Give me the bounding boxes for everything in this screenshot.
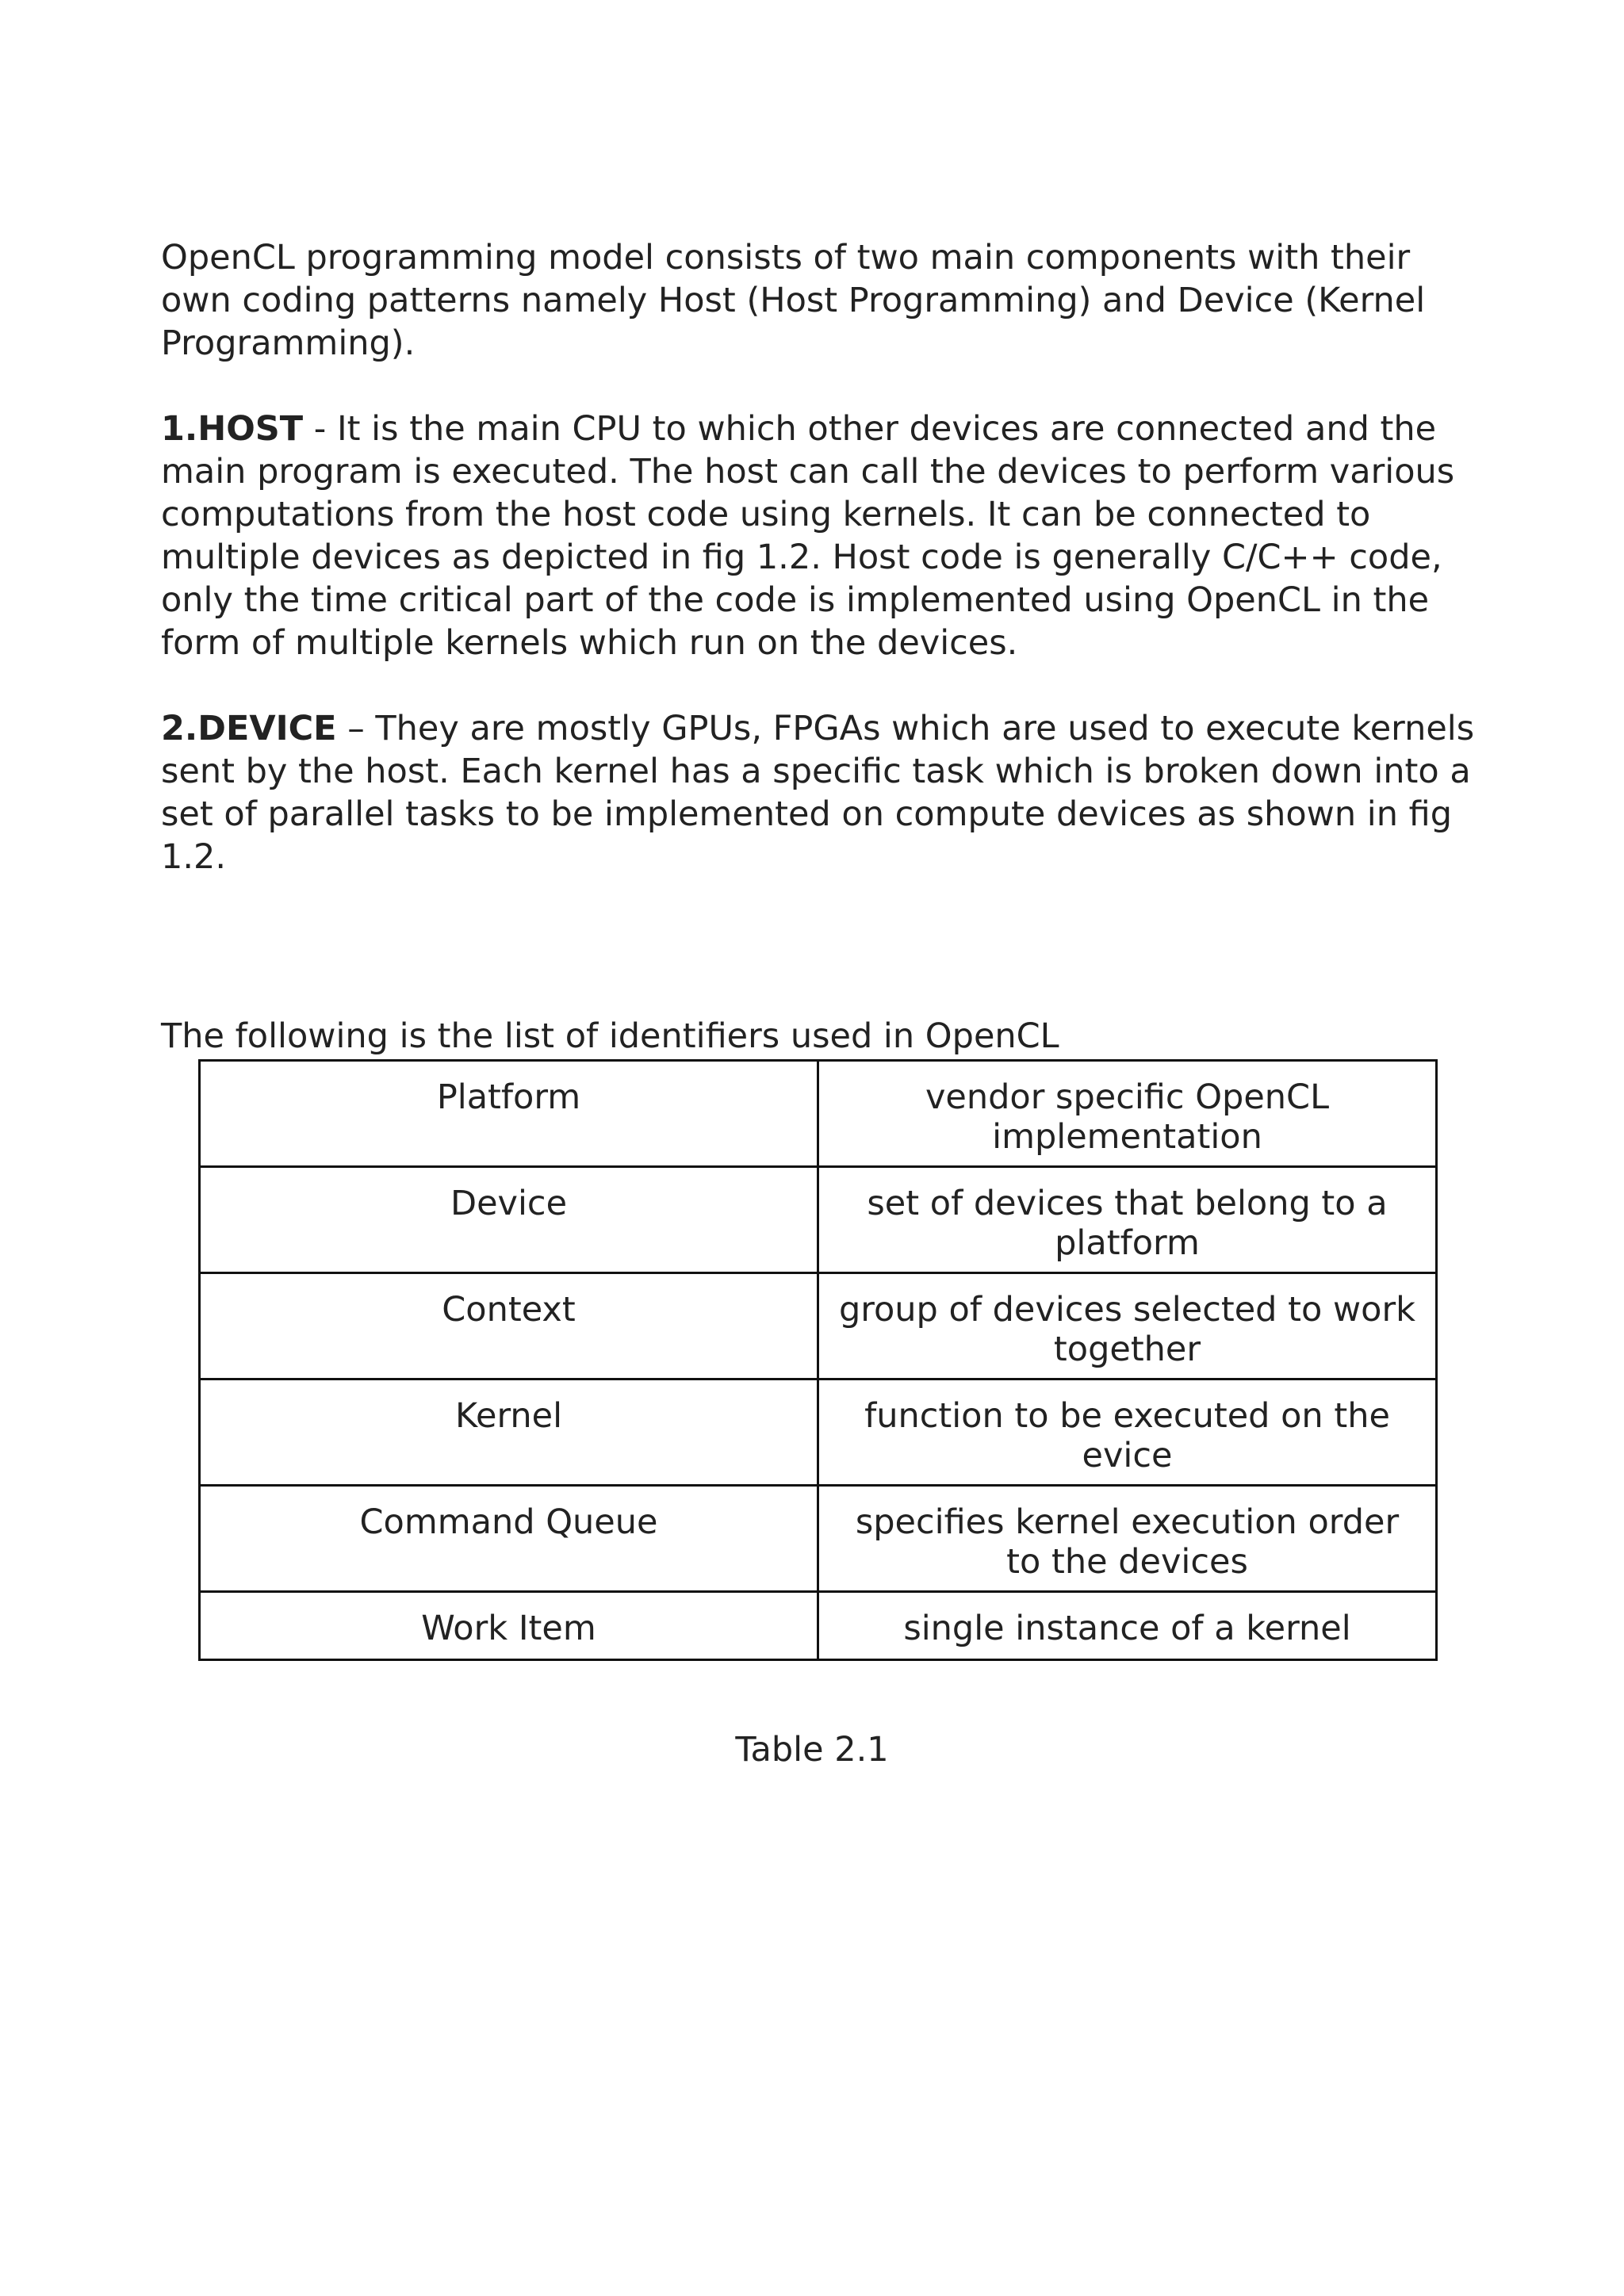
host-text: - It is the main CPU to which other devices are connected and the main program is executed. The host can call the devices to perform various computations from the host code using kernels. It can be connected to multiple devices as depicted in fig 1.2. Host code is generally C/C++ code, only the time critical part of the code is implemented using OpenCL in the form of multiple kernels which run on the devices. [161,409,1455,663]
device-term: DEVICE [197,709,337,748]
term-cell: Context [200,1273,818,1380]
host-number: 1. [161,409,198,449]
term-cell: Platform [200,1061,818,1167]
table-row [200,1273,1437,1380]
device-number: 2. [161,709,198,748]
device-text: – They are mostly GPUs, FPGAs which are used to execute kernels sent by the host. Each kernel has a specific task which is broken down into a set of parallel tasks to be implemented on compute devices as shown in fig 1.2. [161,709,1475,877]
table-row [200,1167,1437,1273]
device-paragraph [161,707,1477,878]
table-row [200,1061,1437,1167]
table-row [200,1380,1437,1486]
host-paragraph [161,408,1477,664]
term-cell: Device [200,1167,818,1273]
table-caption: Table 2.1 [735,1730,889,1770]
intro-paragraph: OpenCL programming model consists of two main components with their own coding patterns namely Host (Host Programming) and Device (Kernel Programming). [161,238,1426,363]
host-term: HOST [197,409,304,449]
desc-cell: function to be executed on the evice [818,1380,1437,1486]
desc-cell: vendor specific OpenCL implementation [818,1061,1437,1167]
desc-cell: specifies kernel execution order to the devices [818,1486,1437,1592]
identifiers-table [198,1059,1438,1661]
desc-cell: single instance of a kernel [818,1592,1437,1660]
desc-cell: set of devices that belong to a platform [818,1167,1437,1273]
table-row [200,1592,1437,1660]
table-intro: The following is the list of identifiers used in OpenCL [161,1016,1059,1056]
table-row [200,1486,1437,1592]
document-body [161,236,1477,878]
term-cell: Command Queue [200,1486,818,1592]
term-cell: Kernel [200,1380,818,1486]
desc-cell: group of devices selected to work together [818,1273,1437,1380]
term-cell: Work Item [200,1592,818,1660]
